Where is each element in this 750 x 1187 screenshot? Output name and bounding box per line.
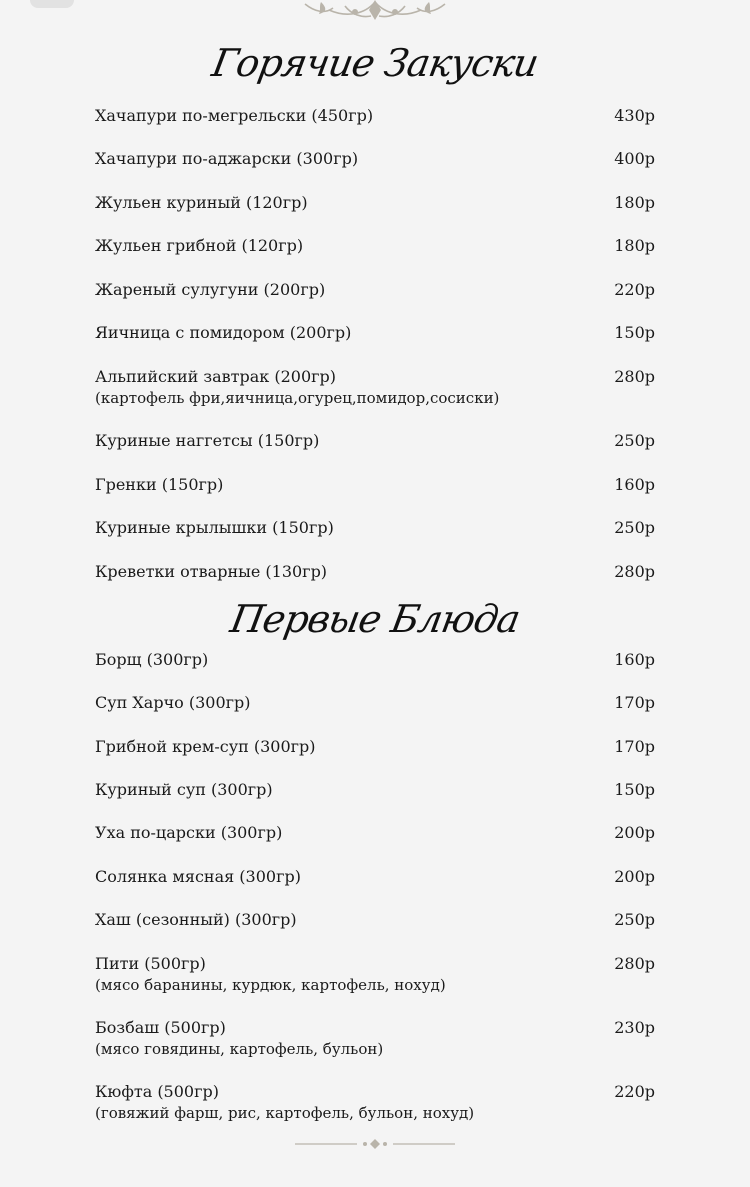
item-name: Куриные наггетсы (150гр) xyxy=(95,431,320,450)
item-name: Жареный сулугуни (200гр) xyxy=(95,280,326,299)
item-price: 170р xyxy=(614,693,655,712)
item-price: 200р xyxy=(614,823,655,842)
item-name: Бозбаш (500гр) xyxy=(95,1018,226,1037)
item-price: 250р xyxy=(614,910,655,929)
item-name: Жульен грибной (120гр) xyxy=(95,236,304,255)
item-description: (говяжий фарш, рис, картофель, бульон, нохуд) xyxy=(95,1104,475,1122)
divider-ornament-icon xyxy=(295,1138,455,1150)
item-name: Яичница с помидором (200гр) xyxy=(95,323,352,342)
item-price: 280р xyxy=(614,562,655,581)
item-price: 400р xyxy=(614,149,655,168)
item-price: 180р xyxy=(614,193,655,212)
item-price: 250р xyxy=(614,518,655,537)
item-price: 200р xyxy=(614,867,655,886)
item-price: 160р xyxy=(614,475,655,494)
item-name: Кюфта (500гр) xyxy=(95,1082,219,1101)
item-price: 430р xyxy=(614,106,655,125)
item-name: Солянка мясная (300гр) xyxy=(95,867,301,886)
item-name: Хаш (сезонный) (300гр) xyxy=(95,910,297,929)
item-name: Уха по-царски (300гр) xyxy=(95,823,283,842)
item-price: 220р xyxy=(614,1082,655,1101)
item-name: Креветки отварные (130гр) xyxy=(95,562,328,581)
item-description: (картофель фри,яичница,огурец,помидор,сосиски) xyxy=(95,389,500,407)
item-price: 150р xyxy=(614,323,655,342)
item-price: 160р xyxy=(614,650,655,669)
item-name: Грибной крем-суп (300гр) xyxy=(95,737,316,756)
item-name: Гренки (150гр) xyxy=(95,475,224,494)
item-name: Куриные крылышки (150гр) xyxy=(95,518,334,537)
item-name: Борщ (300гр) xyxy=(95,650,209,669)
item-name: Куриный суп (300гр) xyxy=(95,780,273,799)
item-name: Хачапури по-аджарски (300гр) xyxy=(95,149,359,168)
item-description: (мясо баранины, курдюк, картофель, нохуд) xyxy=(95,976,446,994)
item-name: Пити (500гр) xyxy=(95,954,206,973)
item-price: 150р xyxy=(614,780,655,799)
item-price: 170р xyxy=(614,737,655,756)
item-price: 180р xyxy=(614,236,655,255)
section-title-first-courses: Первые Блюда xyxy=(227,597,523,641)
item-name: Хачапури по-мегрельски (450гр) xyxy=(95,106,374,125)
item-price: 280р xyxy=(614,367,655,386)
item-name: Суп Харчо (300гр) xyxy=(95,693,251,712)
item-price: 220р xyxy=(614,280,655,299)
top-left-shape xyxy=(30,0,74,8)
section-title-hot-appetizers: Горячие Закуски xyxy=(208,41,542,85)
item-price: 230р xyxy=(614,1018,655,1037)
floral-ornament-icon xyxy=(285,0,465,22)
item-description: (мясо говядины, картофель, бульон) xyxy=(95,1040,384,1058)
item-price: 250р xyxy=(614,431,655,450)
item-name: Альпийский завтрак (200гр) xyxy=(95,367,336,386)
item-name: Жульен куриный (120гр) xyxy=(95,193,308,212)
item-price: 280р xyxy=(614,954,655,973)
